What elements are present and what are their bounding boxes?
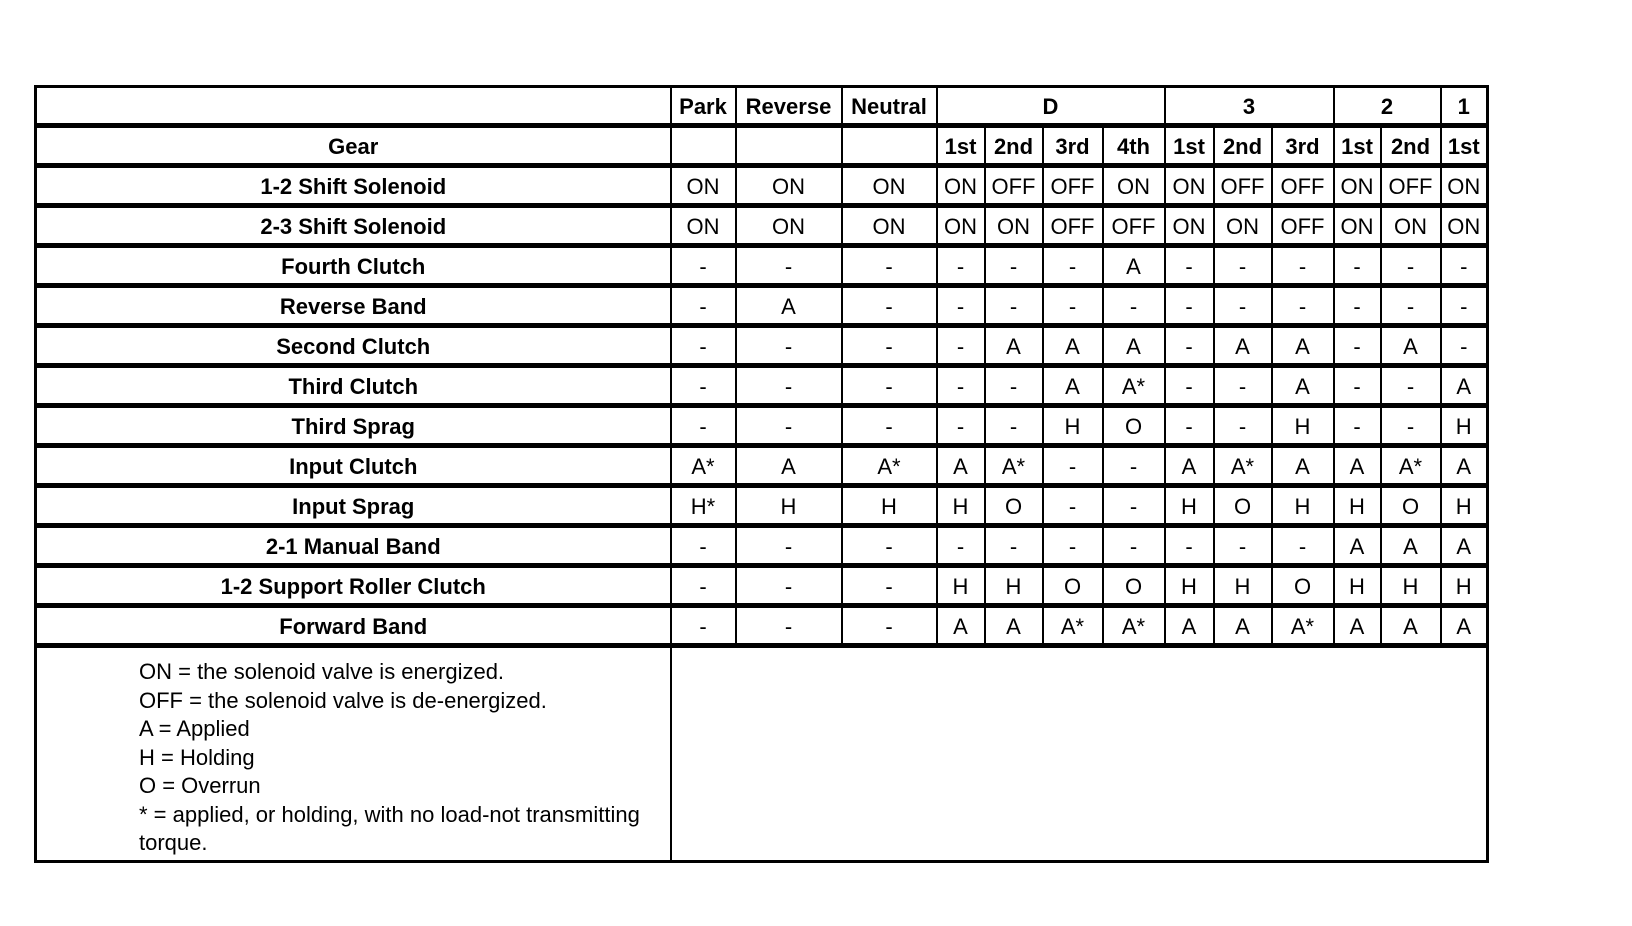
table-cell: A xyxy=(736,447,842,487)
table-row xyxy=(36,367,1488,407)
table-cell: - xyxy=(671,287,736,327)
table-cell: A xyxy=(1334,607,1381,647)
table-cell: - xyxy=(671,567,736,607)
table-cell: A* xyxy=(1272,607,1334,647)
legend-blank-area xyxy=(671,647,1488,862)
legend-line: A = Applied xyxy=(139,716,250,741)
table-row xyxy=(36,447,1488,487)
table-cell: - xyxy=(1334,367,1381,407)
table-cell: - xyxy=(842,527,937,567)
row-label: 2-1 Manual Band xyxy=(36,527,671,567)
table-cell: ON xyxy=(1441,207,1488,247)
table-cell: A xyxy=(1165,607,1214,647)
gear-header-cell: 2nd xyxy=(985,127,1043,167)
table-cell: A* xyxy=(842,447,937,487)
row-label: Fourth Clutch xyxy=(36,247,671,287)
table-cell: - xyxy=(736,607,842,647)
table-cell: ON xyxy=(985,207,1043,247)
range-header-2: 2 xyxy=(1334,87,1441,128)
table-cell: A xyxy=(1334,447,1381,487)
table-cell: H xyxy=(1272,407,1334,447)
table-cell: O xyxy=(985,487,1043,527)
table-cell: - xyxy=(1334,327,1381,367)
table-cell: ON xyxy=(1103,167,1165,207)
legend-cell xyxy=(36,647,671,862)
gear-header-empty xyxy=(736,127,842,167)
table-cell: - xyxy=(842,367,937,407)
table-cell: - xyxy=(985,367,1043,407)
table-cell: A xyxy=(1381,607,1441,647)
legend-row xyxy=(36,647,1488,862)
table-cell: - xyxy=(937,327,985,367)
table-cell: - xyxy=(1381,367,1441,407)
table-cell: ON xyxy=(736,207,842,247)
table-cell: ON xyxy=(842,167,937,207)
table-cell: - xyxy=(842,327,937,367)
table-cell: O xyxy=(1272,567,1334,607)
table-cell: H xyxy=(1165,567,1214,607)
table-row xyxy=(36,287,1488,327)
table-cell: A xyxy=(985,327,1043,367)
table-cell: A* xyxy=(1043,607,1103,647)
table-cell: - xyxy=(1103,527,1165,567)
table-cell: - xyxy=(671,367,736,407)
table-cell: - xyxy=(1214,287,1272,327)
gear-header-cell: 1st xyxy=(1441,127,1488,167)
table-cell: A xyxy=(1043,327,1103,367)
table-cell: - xyxy=(671,527,736,567)
table-cell: - xyxy=(1334,247,1381,287)
table-cell: A xyxy=(1214,607,1272,647)
table-cell: H xyxy=(1043,407,1103,447)
table-cell: - xyxy=(1214,367,1272,407)
table-cell: - xyxy=(736,327,842,367)
table-cell: - xyxy=(985,287,1043,327)
table-cell: A xyxy=(1272,327,1334,367)
table-cell: - xyxy=(1381,287,1441,327)
range-header-reverse: Reverse xyxy=(736,87,842,128)
table-cell: - xyxy=(842,407,937,447)
table-cell: - xyxy=(736,367,842,407)
table-cell: - xyxy=(1165,407,1214,447)
table-cell: A* xyxy=(1214,447,1272,487)
range-header-3: 3 xyxy=(1165,87,1334,128)
table-cell: A xyxy=(1165,447,1214,487)
table-cell: - xyxy=(671,407,736,447)
table-cell: O xyxy=(1214,487,1272,527)
table-cell: - xyxy=(1334,287,1381,327)
gear-header-empty xyxy=(842,127,937,167)
table-cell: A* xyxy=(1103,367,1165,407)
table-cell: H xyxy=(1381,567,1441,607)
table-cell: O xyxy=(1103,567,1165,607)
table-cell: - xyxy=(937,287,985,327)
gear-header-cell: 1st xyxy=(937,127,985,167)
table-cell: ON xyxy=(736,167,842,207)
gear-header-cell: 2nd xyxy=(1381,127,1441,167)
table-cell: - xyxy=(937,367,985,407)
table-cell: A xyxy=(1043,367,1103,407)
table-cell: - xyxy=(1043,287,1103,327)
table-cell: - xyxy=(671,327,736,367)
table-cell: ON xyxy=(671,207,736,247)
row-label: Input Sprag xyxy=(36,487,671,527)
legend-line: H = Holding xyxy=(139,744,255,770)
clutch-application-table xyxy=(34,85,1489,863)
table-cell: H xyxy=(1165,487,1214,527)
table-cell: - xyxy=(1441,247,1488,287)
table-row xyxy=(36,207,1488,247)
range-header-park: Park xyxy=(671,87,736,128)
gear-header-cell: 2nd xyxy=(1214,127,1272,167)
table-cell: - xyxy=(1043,527,1103,567)
table-cell: OFF xyxy=(1214,167,1272,207)
row-label: Reverse Band xyxy=(36,287,671,327)
table-cell: A* xyxy=(985,447,1043,487)
row-label: Input Clutch xyxy=(36,447,671,487)
table-cell: A xyxy=(1272,447,1334,487)
table-cell: ON xyxy=(1165,167,1214,207)
table-cell: ON xyxy=(1441,167,1488,207)
row-label: Second Clutch xyxy=(36,327,671,367)
range-header-1: 1 xyxy=(1441,87,1488,128)
table-cell: H xyxy=(1334,487,1381,527)
row-label: 2-3 Shift Solenoid xyxy=(36,207,671,247)
gear-header-cell: 4th xyxy=(1103,127,1165,167)
table-cell: - xyxy=(937,527,985,567)
table-cell: - xyxy=(1381,247,1441,287)
table-cell: - xyxy=(937,407,985,447)
table-cell: - xyxy=(1103,487,1165,527)
table-cell: H xyxy=(842,487,937,527)
table-cell: A xyxy=(1103,247,1165,287)
table-cell: - xyxy=(1441,287,1488,327)
table-cell: OFF xyxy=(1381,167,1441,207)
table-cell: ON xyxy=(1381,207,1441,247)
table-cell: H xyxy=(985,567,1043,607)
table-cell: - xyxy=(1272,247,1334,287)
range-header-neutral: Neutral xyxy=(842,87,937,128)
table-cell: - xyxy=(1214,247,1272,287)
table-row xyxy=(36,527,1488,567)
table-cell: - xyxy=(985,247,1043,287)
table-cell: H xyxy=(1214,567,1272,607)
table-row xyxy=(36,327,1488,367)
table-cell: H* xyxy=(671,487,736,527)
gear-header-cell: 3rd xyxy=(1043,127,1103,167)
table-cell: - xyxy=(1043,247,1103,287)
range-header-d: D xyxy=(937,87,1165,128)
table-cell: ON xyxy=(671,167,736,207)
table-cell: H xyxy=(1272,487,1334,527)
table-cell: - xyxy=(842,287,937,327)
table-cell: A xyxy=(937,447,985,487)
table-cell: H xyxy=(1441,567,1488,607)
table-cell: H xyxy=(937,487,985,527)
header-empty-cell xyxy=(36,87,671,128)
table-cell: - xyxy=(1272,527,1334,567)
table-cell: A xyxy=(1272,367,1334,407)
table-cell: A xyxy=(1381,327,1441,367)
table-cell: ON xyxy=(937,167,985,207)
table-row xyxy=(36,487,1488,527)
gear-header-cell: 1st xyxy=(1334,127,1381,167)
table-cell: OFF xyxy=(1272,207,1334,247)
table-cell: - xyxy=(985,407,1043,447)
legend-line: OFF = the solenoid valve is de-energized. xyxy=(139,687,547,713)
legend xyxy=(37,648,670,858)
table-cell: ON xyxy=(1334,207,1381,247)
table-cell: A xyxy=(1441,527,1488,567)
table-cell: - xyxy=(1103,447,1165,487)
table-row xyxy=(36,407,1488,447)
table-cell: - xyxy=(1043,447,1103,487)
table-cell: ON xyxy=(842,207,937,247)
table-cell: ON xyxy=(937,207,985,247)
table-cell: - xyxy=(1165,247,1214,287)
legend-line: ON = the solenoid valve is energized. xyxy=(139,659,505,684)
table-cell: - xyxy=(1165,367,1214,407)
table-cell: - xyxy=(1381,407,1441,447)
legend-line: * = applied, or holding, with no load-not transmitting torque. xyxy=(139,801,640,855)
table-cell: - xyxy=(842,607,937,647)
table-cell: - xyxy=(842,247,937,287)
table-cell: - xyxy=(1043,487,1103,527)
table-cell: OFF xyxy=(1103,207,1165,247)
table-cell: A* xyxy=(671,447,736,487)
table-cell: - xyxy=(1103,287,1165,327)
table-cell: - xyxy=(1214,407,1272,447)
table-cell: OFF xyxy=(1043,167,1103,207)
row-label: Third Sprag xyxy=(36,407,671,447)
range-header-row xyxy=(36,87,1488,128)
table-cell: - xyxy=(671,247,736,287)
table-cell: A xyxy=(985,607,1043,647)
table-cell: A* xyxy=(1381,447,1441,487)
table-cell: - xyxy=(736,567,842,607)
table-cell: A xyxy=(1214,327,1272,367)
gear-label: Gear xyxy=(36,127,671,167)
table-cell: H xyxy=(1441,407,1488,447)
table-cell: O xyxy=(1043,567,1103,607)
table-cell: - xyxy=(842,567,937,607)
gear-header-cell: 1st xyxy=(1165,127,1214,167)
table-cell: - xyxy=(736,527,842,567)
table-cell: H xyxy=(937,567,985,607)
table-cell: - xyxy=(736,407,842,447)
table-cell: A xyxy=(1381,527,1441,567)
table-cell: A* xyxy=(1103,607,1165,647)
gear-header-cell: 3rd xyxy=(1272,127,1334,167)
gear-header-empty xyxy=(671,127,736,167)
table-cell: - xyxy=(1165,287,1214,327)
table-cell: A xyxy=(1441,367,1488,407)
table-cell: A xyxy=(736,287,842,327)
table-cell: H xyxy=(1441,487,1488,527)
table-cell: - xyxy=(1272,287,1334,327)
table-row xyxy=(36,167,1488,207)
table-cell: A xyxy=(1334,527,1381,567)
table-cell: O xyxy=(1381,487,1441,527)
table-cell: OFF xyxy=(1272,167,1334,207)
table-row xyxy=(36,607,1488,647)
table-cell: - xyxy=(937,247,985,287)
table-cell: ON xyxy=(1334,167,1381,207)
table-cell: A xyxy=(1441,607,1488,647)
table-cell: A xyxy=(1441,447,1488,487)
table-cell: - xyxy=(985,527,1043,567)
row-label: Forward Band xyxy=(36,607,671,647)
table-cell: ON xyxy=(1214,207,1272,247)
table-cell: ON xyxy=(1165,207,1214,247)
table-cell: H xyxy=(1334,567,1381,607)
table-cell: - xyxy=(1334,407,1381,447)
table-cell: OFF xyxy=(985,167,1043,207)
table-row xyxy=(36,567,1488,607)
table-cell: - xyxy=(736,247,842,287)
table-cell: - xyxy=(671,607,736,647)
row-label: Third Clutch xyxy=(36,367,671,407)
row-label: 1-2 Support Roller Clutch xyxy=(36,567,671,607)
table-cell: H xyxy=(736,487,842,527)
table-cell: - xyxy=(1165,527,1214,567)
legend-line: O = Overrun xyxy=(139,773,261,798)
table-cell: - xyxy=(1214,527,1272,567)
gear-header-row xyxy=(36,127,1488,167)
row-label: 1-2 Shift Solenoid xyxy=(36,167,671,207)
table-cell: A xyxy=(937,607,985,647)
table-cell: - xyxy=(1165,327,1214,367)
table-cell: OFF xyxy=(1043,207,1103,247)
table-row xyxy=(36,247,1488,287)
table-cell: - xyxy=(1441,327,1488,367)
table-cell: A xyxy=(1103,327,1165,367)
table-cell: O xyxy=(1103,407,1165,447)
